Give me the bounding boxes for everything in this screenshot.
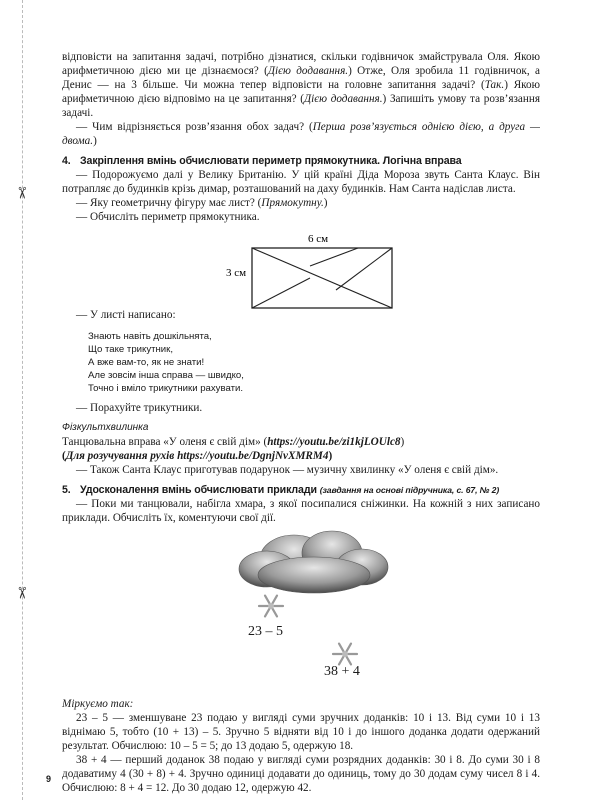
section-4-letter-intro: — У листі написано: <box>76 309 176 321</box>
cut-line <box>22 0 23 800</box>
reasoning-2: 38 + 4 — перший доданок 38 подаю у вигляді суми розрядних доданків: 30 і 8. До суми 30 і 8 додаватиму 4 (30 + 8) + 4. Зручно одиниці додавати до одиниць, тому до 30 додам суму чисел 8 і 4. Обчислюю: 8 + 4 = 12. До 30 додаю 12, одержую 42. <box>62 754 540 794</box>
rect-width-label: 6 см <box>307 233 329 245</box>
reasoning-heading: Міркуємо так: <box>62 698 134 710</box>
reasoning-1: 23 – 5 — зменшуване 23 подаю у вигляді суми зручних доданків: 10 і 13. Від суми 10 і 13 віднімаю 5, тобто (10 + 13) – 5. Зручно 5 відняти від 10 і до іншого доданка додати одержаний результат. Обчислюю: 10 – 5 = 5; до 13 додаю 5, одержую 18. <box>62 712 540 752</box>
section-5-text: — Поки ми танцювали, набігла хмара, з якої посипалися сніжинки. На кожній з них записано приклади. Обчисліть їх, коментуючи свої дії. <box>62 498 540 524</box>
page-number: 9 <box>46 774 52 784</box>
section-4-task: — Обчисліть периметр прямокутника. <box>76 211 260 223</box>
intro-question: — Чим відрізняється розв’язання обох задач? (Перша розв’язується однією дією, а друга — двома.) <box>62 121 540 147</box>
flap-line <box>310 248 358 266</box>
flap-line <box>336 248 392 290</box>
section-5-heading: 5. Удосконалення вмінь обчислювати приклади (завдання на основі підручника, с. 67, № 2) <box>62 484 500 496</box>
video-link[interactable]: https://youtu.be/zi1kjLOUlc8 <box>267 436 401 448</box>
section-4-text: — Подорожуємо далі у Велику Британію. У цій країні Діда Мороза звуть Санта Клаус. Він потрапляє до будинків крізь димар, розташований на даху будинків. Нам Санта надіслав листа. <box>62 169 540 195</box>
diagonal-line <box>252 248 392 308</box>
envelope-figure <box>62 230 540 308</box>
poem-line: А вже вам-то, як не знати! <box>88 357 205 368</box>
poem-line: Що таке трикутник, <box>88 344 174 355</box>
section-4-count-task: — Порахуйте трикутники. <box>76 402 203 414</box>
fizkult-line-1: Танцювальна вправа «У оленя є свій дім» (https://youtu.be/zi1kjLOUlc8) <box>62 436 405 448</box>
poem-line: Знають навіть дошкільнята, <box>88 331 212 342</box>
intro-paragraph: відповісти на запитання задачі, потрібно дізнатися, скільки годівничок змайструвала Оля. Якою арифметичною дією ми це дізнаємося? (Дією додавання.) Отже, Оля зробила 11 годівничок, а Денис — на 3 більше. Чи можна тепер відповісти на головне запитання задачі? (Так.) Якою арифметичною дією відповімо на це запитання? (Дією додавання.) Запишіть умову та розв’язання задачі. <box>62 51 540 119</box>
cloud-icon <box>62 525 540 675</box>
envelope-rectangle-svg <box>62 230 540 312</box>
rect-height-label: 3 см <box>225 267 247 279</box>
scissors-icon: ✂ <box>12 186 30 200</box>
fizkult-line-3: — Також Санта Клаус приготував подарунок — музичну хвилинку «У оленя є свій дім». <box>76 464 499 476</box>
section-4-heading: 4. Закріплення вмінь обчислювати периметр прямокутника. Логічна вправа <box>62 155 462 167</box>
fizkult-heading: Фізкультхвилинка <box>62 422 149 433</box>
scissors-icon: ✂ <box>12 586 30 600</box>
page-content <box>62 50 540 795</box>
cloud-snowflakes-figure <box>62 525 540 679</box>
expression-1: 23 – 5 <box>248 624 283 639</box>
poem <box>88 330 540 395</box>
snowflake-icon <box>256 591 286 621</box>
expression-2: 38 + 4 <box>324 664 360 679</box>
fizkult-line-2: (Для розучування рухів https://youtu.be/DgnjNvXMRM4) <box>62 450 333 462</box>
section-4-question: — Яку геометричну фігуру має лист? (Прямокутну.) <box>76 197 328 209</box>
poem-line: Точно і вміло трикутники рахувати. <box>88 383 244 394</box>
flap-line <box>252 278 310 308</box>
poem-line: Але зовсім інша справа — швидко, <box>88 370 244 381</box>
